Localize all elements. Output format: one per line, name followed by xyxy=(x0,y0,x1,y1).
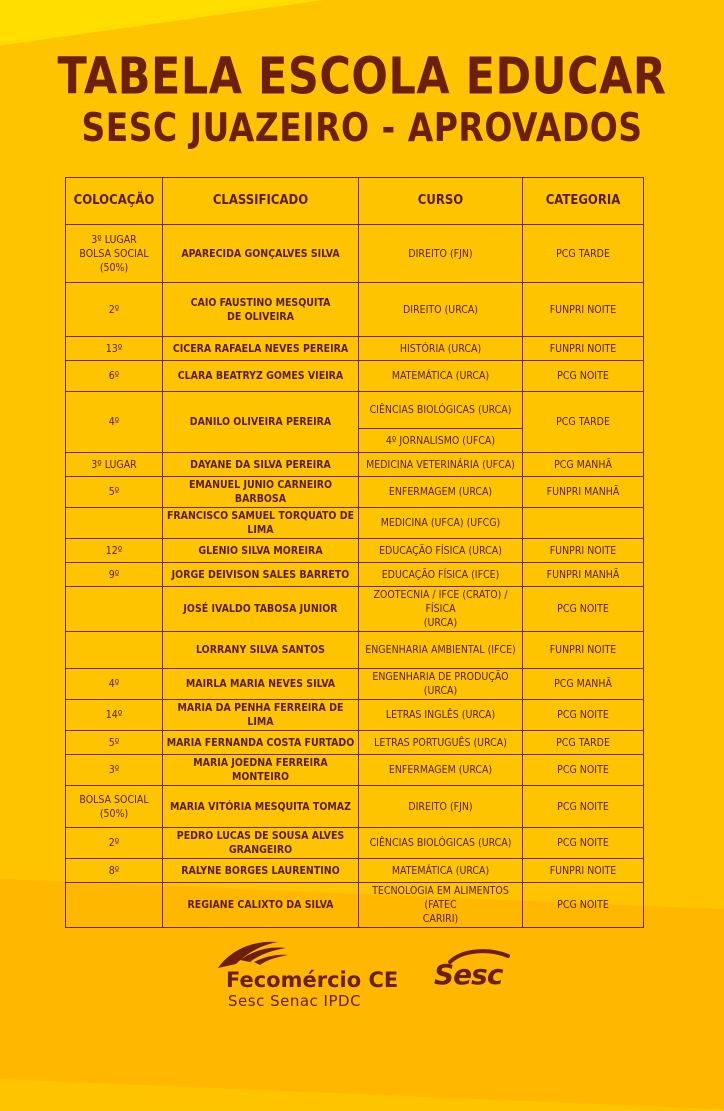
cell-curso: DIREITO (FJN) xyxy=(359,786,523,828)
header-curso: CURSO xyxy=(359,178,523,225)
table-row xyxy=(66,632,644,669)
cell-categoria: FUNPRI NOITE xyxy=(523,539,644,563)
cell-categoria: PCG NOITE xyxy=(523,700,644,731)
cell-classificado: MARIA VITÓRIA MESQUITA TOMAZ xyxy=(163,786,359,828)
table-row xyxy=(66,337,644,361)
cell-curso: HISTÓRIA (URCA) xyxy=(359,337,523,361)
cell-colocacao: 5º xyxy=(66,477,163,508)
cell-classificado: MARIA DA PENHA FERREIRA DE LIMA xyxy=(163,700,359,731)
cell-curso: ENGENHARIA DE PRODUÇÃO (URCA) xyxy=(359,669,523,700)
cell-classificado: FRANCISCO SAMUEL TORQUATO DE LIMA xyxy=(163,508,359,539)
cell-colocacao: 4º xyxy=(66,669,163,700)
cell-categoria: FUNPRI NOITE xyxy=(523,283,644,337)
cell-colocacao: 6º xyxy=(66,361,163,392)
cell-curso: ENGENHARIA AMBIENTAL (IFCE) xyxy=(359,632,523,669)
cell-curso: TECNOLOGIA EM ALIMENTOS (FATEC CARIRI) xyxy=(359,883,523,928)
cell-categoria: PCG NOITE xyxy=(523,883,644,928)
cell-curso: EDUCAÇÃO FÍSICA (IFCE) xyxy=(359,563,523,587)
table-row xyxy=(66,539,644,563)
cell-curso: ZOOTECNIA / IFCE (CRATO) / FÍSICA (URCA) xyxy=(359,587,523,632)
cell-classificado: REGIANE CALIXTO DA SILVA xyxy=(163,883,359,928)
cell-curso: DIREITO (URCA) xyxy=(359,283,523,337)
cell-curso: DIREITO (FJN) xyxy=(359,225,523,283)
cell-classificado: DAYANE DA SILVA PEREIRA xyxy=(163,453,359,477)
cell-categoria: FUNPRI NOITE xyxy=(523,632,644,669)
table-row xyxy=(66,392,644,429)
background-top-stripe xyxy=(0,0,391,49)
page-subtitle: SESC JUAZEIRO - APROVADOS xyxy=(81,104,643,151)
cell-classificado: PEDRO LUCAS DE SOUSA ALVES GRANGEIRO xyxy=(163,828,359,859)
cell-colocacao: 3º xyxy=(66,755,163,786)
table-row xyxy=(66,731,644,755)
cell-categoria: FUNPRI NOITE xyxy=(523,337,644,361)
cell-classificado: DANILO OLIVEIRA PEREIRA xyxy=(163,392,359,453)
table-row xyxy=(66,453,644,477)
cell-classificado: EMANUEL JUNIO CARNEIRO BARBOSA xyxy=(163,477,359,508)
cell-curso: MEDICINA VETERINÁRIA (UFCA) xyxy=(359,453,523,477)
cell-colocacao: 13º xyxy=(66,337,163,361)
cell-colocacao xyxy=(66,587,163,632)
cell-categoria: PCG TARDE xyxy=(523,392,644,453)
sesc-logo xyxy=(432,946,518,992)
cell-curso: LETRAS PORTUGUÊS (URCA) xyxy=(359,731,523,755)
cell-colocacao: 4º xyxy=(66,392,163,453)
cell-categoria: PCG TARDE xyxy=(523,225,644,283)
table-row xyxy=(66,587,644,632)
cell-categoria: FUNPRI MANHÃ xyxy=(523,477,644,508)
cell-colocacao: 5º xyxy=(66,731,163,755)
cell-classificado: CAIO FAUSTINO MESQUITA DE OLIVEIRA xyxy=(163,283,359,337)
table-row xyxy=(66,508,644,539)
cell-colocacao xyxy=(66,883,163,928)
cell-curso: LETRAS INGLÊS (URCA) xyxy=(359,700,523,731)
cell-colocacao: 2º xyxy=(66,283,163,337)
table-row xyxy=(66,669,644,700)
cell-classificado: MAIRLA MARIA NEVES SILVA xyxy=(163,669,359,700)
cell-curso: ENFERMAGEM (URCA) xyxy=(359,477,523,508)
cell-categoria: FUNPRI MANHÃ xyxy=(523,563,644,587)
cell-colocacao xyxy=(66,632,163,669)
table-row xyxy=(66,883,644,928)
cell-classificado: JOSÉ IVALDO TABOSA JUNIOR xyxy=(163,587,359,632)
header-classificado: CLASSIFICADO xyxy=(163,178,359,225)
cell-colocacao xyxy=(66,508,163,539)
cell-curso: MEDICINA (UFCA) (UFCG) xyxy=(359,508,523,539)
cell-categoria: FUNPRI NOITE xyxy=(523,859,644,883)
cell-colocacao: 3º LUGAR BOLSA SOCIAL (50%) xyxy=(66,225,163,283)
fecomercio-logo xyxy=(212,938,412,1012)
table-row xyxy=(66,563,644,587)
table-row xyxy=(66,700,644,731)
cell-categoria: PCG MANHÃ xyxy=(523,453,644,477)
cell-curso: CIÊNCIAS BIOLÓGICAS (URCA) xyxy=(359,828,523,859)
cell-categoria: PCG NOITE xyxy=(523,786,644,828)
header-colocacao: COLOCAÇÃO xyxy=(66,178,163,225)
cell-classificado: LORRANY SILVA SANTOS xyxy=(163,632,359,669)
page-title: TABELA ESCOLA EDUCAR xyxy=(57,47,667,107)
approved-table xyxy=(65,177,644,928)
cell-curso: CIÊNCIAS BIOLÓGICAS (URCA) xyxy=(359,392,523,429)
cell-categoria: PCG MANHÃ xyxy=(523,669,644,700)
cell-colocacao: 3º LUGAR xyxy=(66,453,163,477)
table-row xyxy=(66,786,644,828)
cell-curso: EDUCAÇÃO FÍSICA (URCA) xyxy=(359,539,523,563)
table-header-row xyxy=(66,178,644,225)
cell-curso: ENFERMAGEM (URCA) xyxy=(359,755,523,786)
cell-categoria: PCG NOITE xyxy=(523,828,644,859)
table-row xyxy=(66,225,644,283)
cell-curso: MATEMÁTICA (URCA) xyxy=(359,859,523,883)
table-row xyxy=(66,755,644,786)
cell-classificado: CLARA BEATRYZ GOMES VIEIRA xyxy=(163,361,359,392)
cell-categoria xyxy=(523,508,644,539)
cell-classificado: JORGE DEIVISON SALES BARRETO xyxy=(163,563,359,587)
fecomercio-subtitle: Sesc Senac IPDC xyxy=(228,992,362,1010)
cell-classificado: MARIA JOEDNA FERREIRA MONTEIRO xyxy=(163,755,359,786)
table-body xyxy=(66,225,644,928)
fecomercio-name: Fecomércio CE xyxy=(226,968,399,992)
table-row xyxy=(66,828,644,859)
table-row xyxy=(66,361,644,392)
header-categoria: CATEGORIA xyxy=(523,178,644,225)
table-row xyxy=(66,477,644,508)
cell-classificado: GLENIO SILVA MOREIRA xyxy=(163,539,359,563)
cell-colocacao: BOLSA SOCIAL (50%) xyxy=(66,786,163,828)
cell-categoria: PCG NOITE xyxy=(523,587,644,632)
cell-classificado: CICERA RAFAELA NEVES PEREIRA xyxy=(163,337,359,361)
cell-classificado: RALYNE BORGES LAURENTINO xyxy=(163,859,359,883)
cell-colocacao: 12º xyxy=(66,539,163,563)
cell-categoria: PCG NOITE xyxy=(523,361,644,392)
table-row xyxy=(66,283,644,337)
cell-curso: MATEMÁTICA (URCA) xyxy=(359,361,523,392)
cell-colocacao: 9º xyxy=(66,563,163,587)
cell-colocacao: 2º xyxy=(66,828,163,859)
cell-curso: 4º JORNALISMO (UFCA) xyxy=(359,429,523,453)
cell-classificado: MARIA FERNANDA COSTA FURTADO xyxy=(163,731,359,755)
cell-categoria: PCG TARDE xyxy=(523,731,644,755)
cell-colocacao: 8º xyxy=(66,859,163,883)
cell-colocacao: 14º xyxy=(66,700,163,731)
table-row xyxy=(66,859,644,883)
cell-classificado: APARECIDA GONÇALVES SILVA xyxy=(163,225,359,283)
sesc-wordmark: Sesc xyxy=(434,958,503,991)
cell-categoria: PCG NOITE xyxy=(523,755,644,786)
